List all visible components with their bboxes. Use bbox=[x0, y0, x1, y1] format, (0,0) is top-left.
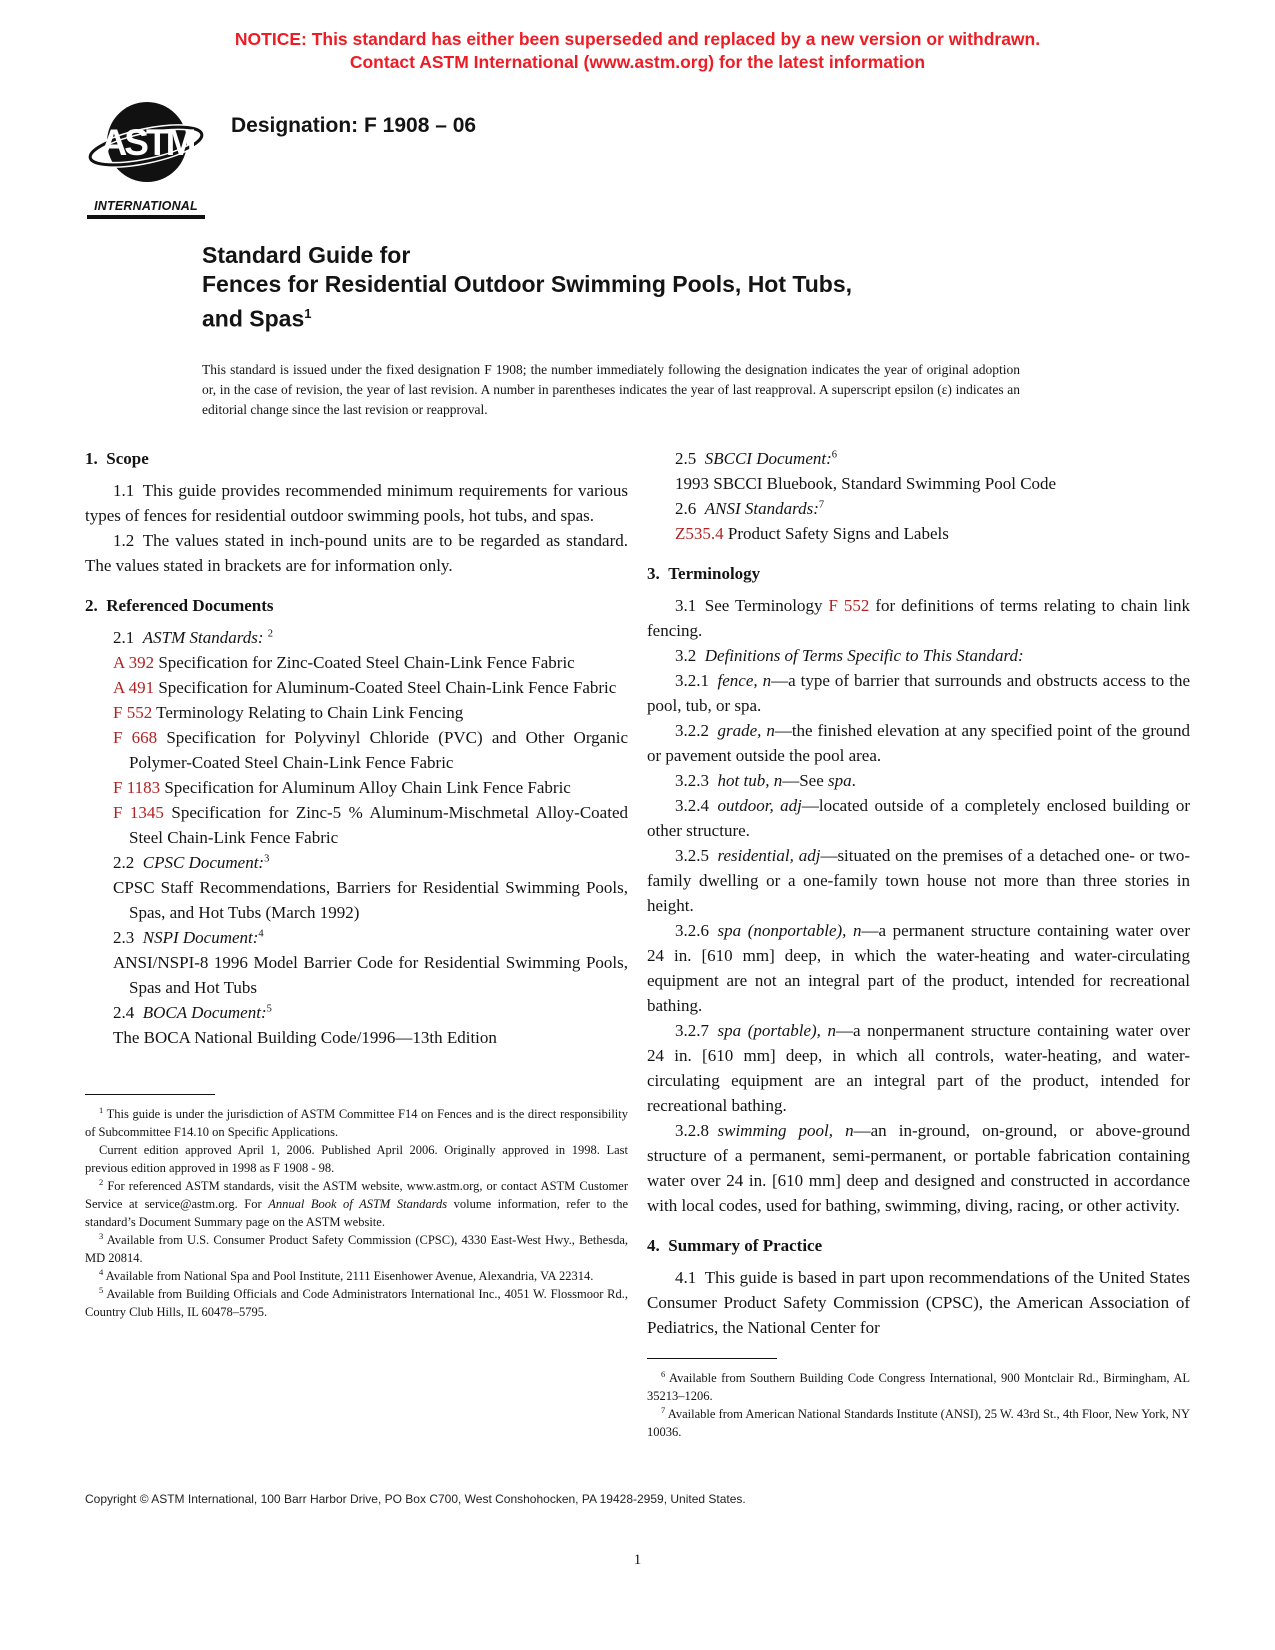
footnotes-left-text bbox=[85, 1105, 628, 1321]
text-run: 1.2 The values stated in inch-pound units are to be regarded as standard. The values stated in brackets are for information only. bbox=[85, 530, 628, 575]
para-2-1 bbox=[85, 625, 628, 650]
ref-sbcci bbox=[647, 471, 1190, 496]
para-3-2-3 bbox=[647, 768, 1190, 793]
text-run: 2.1 bbox=[113, 627, 143, 647]
document-header bbox=[87, 98, 1190, 219]
ref-boca bbox=[85, 1025, 628, 1050]
text-run: Annual Book of ASTM Standards bbox=[268, 1196, 448, 1211]
text-run: Available from American National Standards Institute (ANSI), 25 W. 43rd St., 4th Floor, New York, NY 10036. bbox=[647, 1406, 1190, 1439]
title-line-3-text: and Spas bbox=[202, 305, 305, 332]
para-3-2-8 bbox=[647, 1118, 1190, 1218]
standard-link[interactable]: F 1183 bbox=[113, 777, 161, 797]
text-run: This guide is under the jurisdiction of ASTM Committee F14 on Fences and is the direct responsibility of Subcommittee F14.10 on Specific Applications. bbox=[85, 1106, 628, 1139]
text-run: Terminology Relating to Chain Link Fencing bbox=[152, 702, 464, 722]
ref-f1183 bbox=[85, 775, 628, 800]
ref-f1345 bbox=[85, 800, 628, 850]
astm-logo bbox=[87, 98, 205, 219]
para-3-2-2 bbox=[647, 718, 1190, 768]
page-number: 1 bbox=[633, 1552, 642, 1568]
ref-z535-4 bbox=[647, 521, 1190, 546]
text-run: 3.2.8 bbox=[675, 1120, 718, 1140]
footnote-7 bbox=[647, 1405, 1190, 1441]
standard-link[interactable]: F 552 bbox=[113, 702, 153, 722]
text-run: grade, n bbox=[717, 720, 775, 740]
footnote-2 bbox=[85, 1177, 628, 1231]
text-run: Specification for Aluminum-Coated Steel Chain-Link Fence Fabric bbox=[154, 677, 617, 697]
withdrawal-notice-line1: NOTICE: This standard has either been superseded and replaced by a new version or withdrawn. bbox=[234, 29, 1041, 49]
footnotes-right-text bbox=[647, 1369, 1190, 1441]
footnote-1 bbox=[85, 1105, 628, 1141]
footnote-ref: 4 bbox=[258, 928, 264, 939]
text-run: —a type of barrier that surrounds and obstructs access to the pool, tub, or spa. bbox=[647, 670, 1191, 715]
text-run: —situated on the premises of a detached one- or two-family dwelling or a one-family town house not more than three stories in height. bbox=[647, 845, 1190, 915]
ref-cpsc bbox=[85, 875, 628, 925]
text-run: 3.2.3 bbox=[675, 770, 718, 790]
text-run: Specification for Polyvinyl Chloride (PVC) and Other Organic Polymer-Coated Steel Chain-Link Fence Fabric bbox=[129, 727, 628, 772]
footnote-ref: 7 bbox=[661, 1404, 666, 1415]
para-3-1 bbox=[647, 593, 1190, 643]
text-run: outdoor, adj bbox=[717, 795, 802, 815]
text-run: 3. Terminology bbox=[647, 563, 761, 583]
text-run: —an in-ground, on-ground, or above-ground structure of a permanent, semi-permanent, or portable fabrication containing water over 24 in. [610 mm] deep and designed and constructed in accordance with local codes, used for bathing, swimming, diving, racing, or other activity. bbox=[647, 1120, 1190, 1215]
text-run: fence, n bbox=[717, 670, 772, 690]
text-run: ANSI/NSPI-8 1996 Model Barrier Code for Residential Swimming Pools, Spas and Hot Tubs bbox=[113, 952, 628, 997]
withdrawal-notice-line2: Contact ASTM International (www.astm.org) for the latest information bbox=[349, 52, 926, 72]
para-4-1 bbox=[647, 1265, 1190, 1340]
footnote-ref: 1 bbox=[99, 1104, 104, 1115]
text-run: Specification for Aluminum Alloy Chain Link Fence Fabric bbox=[160, 777, 571, 797]
footnote-rule bbox=[647, 1358, 777, 1359]
footnote-ref: 4 bbox=[99, 1266, 104, 1277]
text-run: Product Safety Signs and Labels bbox=[723, 523, 949, 543]
para-3-2-6 bbox=[647, 918, 1190, 1018]
para-2-5 bbox=[647, 446, 1190, 471]
text-run: Available from National Spa and Pool Institute, 2111 Eisenhower Avenue, Alexandria, VA 22314. bbox=[103, 1268, 594, 1283]
footnote-ref: 6 bbox=[831, 449, 838, 460]
text-run: CPSC Staff Recommendations, Barriers for Residential Swimming Pools, Spas, and Hot Tubs (March 1992) bbox=[113, 877, 628, 922]
right-column bbox=[647, 446, 1190, 1441]
text-run: 3.1 See Terminology bbox=[675, 595, 829, 615]
section-heading-terminology bbox=[647, 561, 1190, 586]
text-run: 2.3 bbox=[113, 927, 143, 947]
text-run: Available from Building Officials and Code Administrators International Inc., 4051 W. Flossmoor Rd., Country Club Hills, IL 60478–5795. bbox=[85, 1286, 628, 1319]
text-run: Current edition approved April 1, 2006. Published April 2006. Originally approved in 1998. Last previous edition approved in 1998 as F 1908 - 98. bbox=[85, 1142, 628, 1175]
footnotes-right bbox=[647, 1358, 1190, 1441]
footnote-ref: 2 bbox=[267, 628, 273, 639]
text-run: swimming pool, n bbox=[717, 1120, 854, 1140]
text-run: . bbox=[851, 770, 856, 790]
text-run: ANSI Standards: bbox=[704, 498, 819, 518]
footnote-ref: 5 bbox=[99, 1284, 104, 1295]
footnote-rule bbox=[85, 1094, 215, 1095]
title-kicker: Standard Guide for bbox=[202, 242, 411, 268]
text-run: 3.2.7 bbox=[675, 1020, 718, 1040]
text-run: Definitions of Terms Specific to This Standard: bbox=[704, 645, 1024, 665]
title-line-2: Fences for Residential Outdoor Swimming Pools, Hot Tubs, bbox=[202, 271, 853, 297]
para-3-2-1 bbox=[647, 668, 1190, 718]
footnote-6 bbox=[647, 1369, 1190, 1405]
title-footnote-ref: 1 bbox=[304, 306, 312, 321]
copyright-notice: Copyright © ASTM International, 100 Barr Harbor Drive, PO Box C700, West Conshohocken, PA 19428-2959, United States. bbox=[85, 1492, 746, 1506]
text-run: spa (portable), n bbox=[717, 1020, 837, 1040]
text-run: 2. Referenced Documents bbox=[85, 595, 274, 615]
text-run: 1.1 This guide provides recommended minimum requirements for various types of fences for residential outdoor swimming pools, hot tubs, and spas. bbox=[85, 480, 628, 525]
section-heading-referenced-documents bbox=[85, 593, 628, 618]
text-run: 4. Summary of Practice bbox=[647, 1235, 823, 1255]
text-run: The BOCA National Building Code/1996—13th Edition bbox=[113, 1027, 497, 1047]
section-heading-summary-of-practice bbox=[647, 1233, 1190, 1258]
text-run: SBCCI Document: bbox=[704, 448, 832, 468]
astm-monogram: ASTM bbox=[100, 122, 194, 163]
para-3-2-5 bbox=[647, 843, 1190, 918]
para-3-2 bbox=[647, 643, 1190, 668]
ref-f668 bbox=[85, 725, 628, 775]
text-run: 2.6 bbox=[675, 498, 705, 518]
text-run: Available from Southern Building Code Congress International, 900 Montclair Rd., Birmingham, AL 35213–1206. bbox=[647, 1370, 1190, 1403]
right-column-text bbox=[647, 446, 1190, 1340]
text-run: 4.1 This guide is based in part upon recommendations of the United States Consumer Product Safety Commission (CPSC), the American Association of Pediatrics, the National Center for bbox=[647, 1267, 1190, 1337]
text-run: 3.2.4 bbox=[675, 795, 718, 815]
left-column-text bbox=[85, 446, 628, 1050]
footnote-ref: 7 bbox=[818, 499, 825, 510]
footnote-4 bbox=[85, 1267, 628, 1285]
text-run: spa (nonportable), n bbox=[717, 920, 862, 940]
text-run: 3.2 bbox=[675, 645, 705, 665]
footnote-1-edition bbox=[85, 1141, 628, 1177]
ref-f552 bbox=[85, 700, 628, 725]
text-run: for definitions of terms relating to chain link fencing. bbox=[647, 595, 1190, 640]
para-2-6 bbox=[647, 496, 1190, 521]
withdrawal-notice bbox=[85, 28, 1190, 74]
text-run: For referenced ASTM standards, visit the ASTM website, www.astm.org, or contact ASTM Customer Service at service@astm.org. For bbox=[85, 1178, 628, 1211]
text-run: 3.2.6 bbox=[675, 920, 718, 940]
footnote-ref: 5 bbox=[266, 1003, 272, 1014]
text-run: Available from U.S. Consumer Product Safety Commission (CPSC), 4330 East-West Hwy., Bethesda, MD 20814. bbox=[85, 1232, 628, 1265]
ref-a491 bbox=[85, 675, 628, 700]
text-run: Specification for Zinc-5 % Aluminum-Mischmetal Alloy-Coated Steel Chain-Link Fence Fabric bbox=[129, 802, 628, 847]
section-heading-scope bbox=[85, 446, 628, 471]
text-run: NSPI Document: bbox=[142, 927, 259, 947]
text-run: CPSC Document: bbox=[142, 852, 265, 872]
text-run: volume information, refer to the standard’s Document Summary page on the ASTM website. bbox=[85, 1196, 628, 1229]
text-run: spa bbox=[828, 770, 852, 790]
left-column bbox=[85, 446, 628, 1441]
para-3-2-4 bbox=[647, 793, 1190, 843]
text-run: 3.2.1 bbox=[675, 670, 718, 690]
text-run: —a nonpermanent structure containing water over 24 in. [610 mm] deep, in which all controls, water-heating, and water-circulating equipment are an integral part of the product, intended for recreational bathing. bbox=[647, 1020, 1191, 1115]
para-2-3 bbox=[85, 925, 628, 950]
two-column-body bbox=[85, 446, 1190, 1441]
designation: Designation: F 1908 – 06 bbox=[231, 114, 477, 137]
footnote-ref: 6 bbox=[661, 1368, 666, 1379]
standard-link[interactable]: F 552 bbox=[828, 595, 870, 615]
text-run: ASTM Standards: bbox=[142, 627, 264, 647]
text-run: Specification for Zinc-Coated Steel Chain-Link Fence Fabric bbox=[154, 652, 575, 672]
issued-statement: This standard is issued under the fixed designation F 1908; the number immediately following the designation indicates the year of original adoption or, in the case of revision, the year of last revision. A number in parentheses indicates the year of last reapproval. A superscript epsilon (ε) indicates an editorial change since the last revision or reapproval. bbox=[202, 361, 1020, 417]
text-run: 3.2.5 bbox=[675, 845, 718, 865]
text-run: 2.4 bbox=[113, 1002, 143, 1022]
astm-globe-icon bbox=[87, 98, 205, 194]
text-run: 2.2 bbox=[113, 852, 143, 872]
text-run: 1993 SBCCI Bluebook, Standard Swimming Pool Code bbox=[675, 473, 1057, 493]
footnote-ref: 2 bbox=[99, 1176, 104, 1187]
footnotes-left bbox=[85, 1094, 628, 1321]
standard-link[interactable]: A 392 bbox=[113, 652, 155, 672]
para-1-2 bbox=[85, 528, 628, 578]
text-run: —located outside of a completely enclosed building or other structure. bbox=[647, 795, 1190, 840]
text-run: hot tub, n bbox=[717, 770, 783, 790]
footnote-3 bbox=[85, 1231, 628, 1267]
document-title bbox=[202, 241, 1190, 334]
footnote-ref: 3 bbox=[264, 853, 270, 864]
para-3-2-7 bbox=[647, 1018, 1190, 1118]
text-run: —See bbox=[782, 770, 828, 790]
text-run: residential, adj bbox=[717, 845, 821, 865]
ref-a392 bbox=[85, 650, 628, 675]
para-2-2 bbox=[85, 850, 628, 875]
standard-link[interactable]: A 491 bbox=[113, 677, 155, 697]
text-run: 2.5 bbox=[675, 448, 705, 468]
footnote-5 bbox=[85, 1285, 628, 1321]
text-run: BOCA Document: bbox=[142, 1002, 267, 1022]
title-line-3 bbox=[202, 299, 1190, 334]
standard-link[interactable]: F 1345 bbox=[113, 802, 164, 822]
footnote-ref: 3 bbox=[99, 1230, 104, 1241]
standard-link[interactable]: Z535.4 bbox=[675, 523, 724, 543]
text-run: —the finished elevation at any specified point of the ground or pavement outside the pool area. bbox=[647, 720, 1190, 765]
text-run: 3.2.2 bbox=[675, 720, 718, 740]
standard-link[interactable]: F 668 bbox=[113, 727, 158, 747]
astm-international-label: INTERNATIONAL bbox=[87, 199, 205, 219]
text-run: 1. Scope bbox=[85, 448, 149, 468]
para-1-1 bbox=[85, 478, 628, 528]
para-2-4 bbox=[85, 1000, 628, 1025]
ref-nspi bbox=[85, 950, 628, 1000]
text-run: —a permanent structure containing water over 24 in. [610 mm] deep, in which the water-heating and water-circulating equipment are not an integral part of the product, intended for recreational bathing. bbox=[647, 920, 1191, 1015]
